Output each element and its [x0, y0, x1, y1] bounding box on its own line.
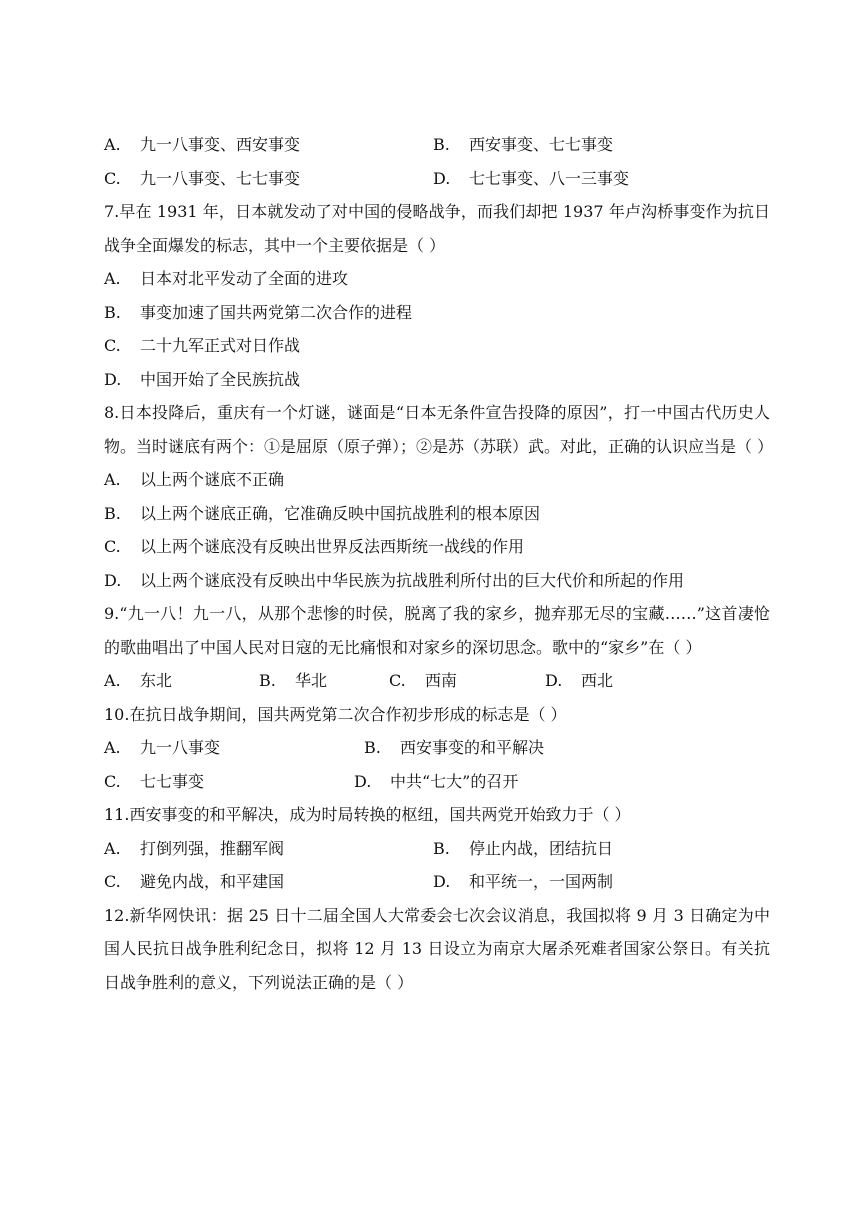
q7-option-c: C. 二十九军正式对日作战 — [104, 336, 301, 355]
q9-option-a: A. 东北 — [104, 671, 173, 690]
q8-stem: 8.日本投降后，重庆有一个灯谜，谜面是“日本无条件宣告投降的原因”，打一中国古代历史人物。当时谜底有两个：①是屈原（原子弹）；②是苏（苏联）武。对此，正确的认识应当是（ ） — [104, 403, 774, 456]
q11-option-row-2 — [104, 865, 770, 899]
q11-option-b: B. 停止内战，团结抗日 — [433, 838, 614, 858]
q10-option-a: A. 九一八事变 — [104, 738, 221, 757]
q10-option-row-2 — [104, 765, 770, 799]
q9-stem: 9.“九一八！九一八，从那个悲惨的时侯，脱离了我的家乡，抛弃那无尽的宝藏……”这首凄怆的歌曲唱出了中国人民对日寇的无比痛恨和对家乡的深切思念。歌中的“家乡”在（ ） — [104, 604, 770, 657]
q9-option-row — [104, 664, 770, 698]
q11-option-a: A. 打倒列强，推翻军阀 — [104, 838, 285, 858]
q10-option-c: C. 七七事变 — [104, 771, 205, 791]
q7-option-d: D. 中国开始了全民族抗战 — [104, 369, 301, 389]
q11-stem: 11.西安事变的和平解决，成为时局转换的枢纽，国共两党开始致力于（ ） — [104, 805, 631, 824]
q6-option-a: A. 九一八事变、西安事变 — [104, 135, 301, 154]
q11-option-d: D. 和平统一，一国两制 — [433, 872, 614, 891]
q12-stem: 12.新华网快讯：据 25 日十二届全国人大常委会七次会议消息，我国拟将 9 月 3 日确定为中国人民抗日战争胜利纪念日，拟将 12 月 13 日设立为南京大屠杀死难者国家公祭日。有关抗日战争胜利的意义，下列说法正确的是（ ） — [104, 905, 770, 992]
q10-option-b: B. 西安事变的和平解决 — [364, 738, 545, 757]
q7-option-b: B. 事变加速了国共两党第二次合作的进程 — [104, 302, 413, 322]
q8-option-b: B. 以上两个谜底正确，它准确反映中国抗战胜利的根本原因 — [104, 503, 541, 523]
question-list — [104, 128, 774, 999]
q8-option-d: D. 以上两个谜底没有反映出中华民族为抗战胜利所付出的巨大代价和所起的作用 — [104, 570, 685, 590]
q6-option-row-2 — [104, 162, 770, 196]
q8-option-a: A. 以上两个谜底不正确 — [104, 470, 285, 489]
q10-stem: 10.在抗日战争期间，国共两党第二次合作初步形成的标志是（ ） — [104, 704, 567, 724]
q9-option-d: D. 西北 — [545, 671, 614, 690]
q6-option-d: D. 七七事变、八一三事变 — [433, 168, 630, 188]
q8-option-c: C. 以上两个谜底没有反映出世界反法西斯统一战线的作用 — [104, 537, 525, 556]
q9-option-b: B. 华北 — [259, 671, 328, 690]
q7-option-a: A. 日本对北平发动了全面的进攻 — [104, 269, 349, 288]
q7-stem: 7.早在 1931 年，日本就发动了对中国的侵略战争，而我们却把 1937 年卢沟桥事变作为抗日战争全面爆发的标志，其中一个主要依据是（ ） — [104, 202, 770, 255]
q6-option-b: B. 西安事变、七七事变 — [433, 135, 614, 154]
q9-option-c: C. 西南 — [389, 671, 458, 690]
q6-option-c: C. 九一八事变、七七事变 — [104, 168, 301, 188]
q6-option-row-1 — [104, 128, 770, 162]
q10-option-row-1 — [104, 731, 770, 765]
q11-option-row-1 — [104, 832, 770, 866]
q10-option-d: D. 中共“七大”的召开 — [354, 771, 519, 791]
q11-option-c: C. 避免内战，和平建国 — [104, 872, 285, 891]
